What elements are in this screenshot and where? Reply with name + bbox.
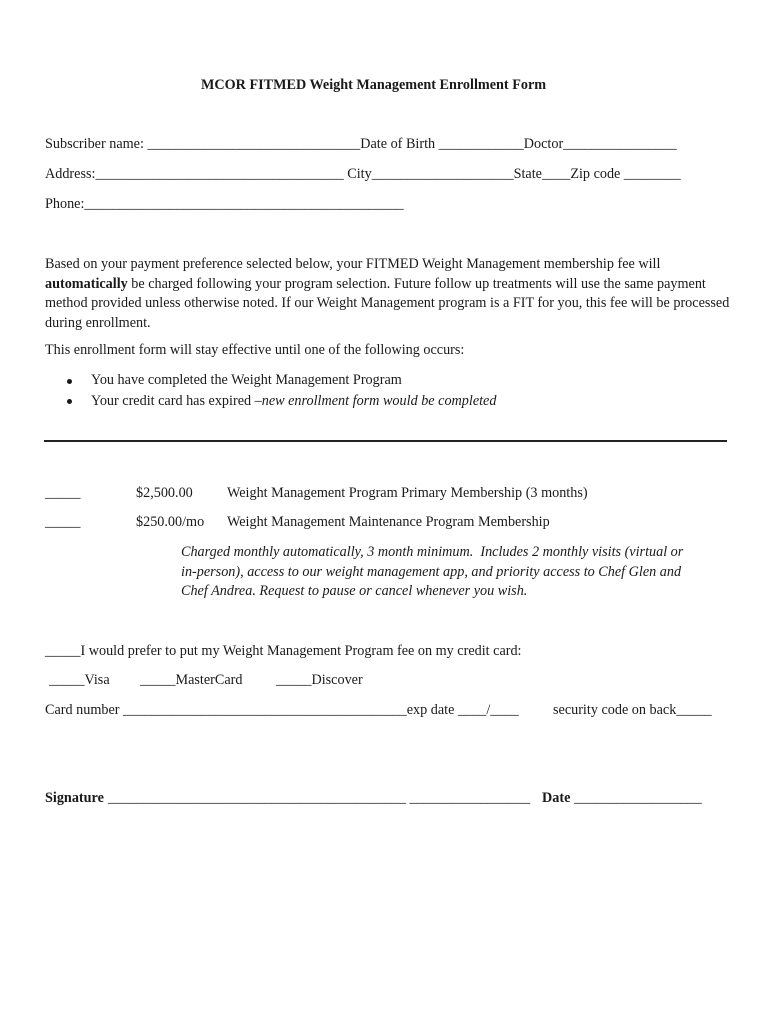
- security-code-field[interactable]: security code on back_____: [553, 702, 712, 718]
- section-divider: [44, 440, 727, 442]
- primary-membership-label: Weight Management Program Primary Membership (3 months): [227, 485, 588, 501]
- maintenance-note-line-2: in-person), access to our weight management app, and priority access to Chef Glen and: [181, 564, 682, 580]
- page-title: MCOR FITMED Weight Management Enrollment Form: [201, 77, 547, 93]
- credit-card-preference-checkbox[interactable]: _____I would prefer to put my Weight Management Program fee on my credit card:: [45, 643, 522, 659]
- phone-field[interactable]: Phone:_____________________________________________: [45, 196, 404, 212]
- discover-checkbox[interactable]: _____Discover: [276, 672, 363, 688]
- maintenance-note-line-3: Chef Andrea. Request to pause or cancel whenever you wish.: [181, 583, 528, 599]
- card-number-exp-date-fields[interactable]: Card number ________________________________________exp date ____/____: [45, 702, 519, 718]
- bullet-icon: [67, 379, 72, 384]
- maintenance-membership-checkbox[interactable]: _____: [45, 514, 81, 530]
- visa-checkbox[interactable]: _____Visa: [49, 672, 110, 688]
- signature-label: Signature: [45, 790, 104, 806]
- date-line[interactable]: __________________: [574, 790, 702, 806]
- date-label: Date: [542, 790, 571, 806]
- bullet-item-program-completed: You have completed the Weight Management Program: [91, 372, 402, 388]
- automatically-emphasis: automatically: [45, 275, 128, 292]
- signature-line[interactable]: __________________________________________ _________________: [108, 790, 531, 806]
- primary-membership-checkbox[interactable]: _____: [45, 485, 81, 501]
- subscriber-dob-doctor-fields[interactable]: Subscriber name: ______________________________Date of Birth ____________Doctor________________: [45, 136, 677, 152]
- maintenance-membership-price: $250.00/mo: [136, 514, 205, 530]
- maintenance-membership-label: Weight Management Maintenance Program Membership: [227, 514, 550, 530]
- bullet-item-card-expired: Your credit card has expired –new enrollment form would be completed: [91, 393, 497, 409]
- address-city-state-zip-fields[interactable]: Address:___________________________________ City____________________State____Zip code ________: [45, 166, 681, 182]
- bullet-icon: [67, 399, 72, 404]
- maintenance-note-line-1: Charged monthly automatically, 3 month minimum. Includes 2 monthly visits (virtual or: [181, 544, 684, 560]
- effective-statement: This enrollment form will stay effective until one of the following occurs:: [45, 342, 465, 358]
- mastercard-checkbox[interactable]: _____MasterCard: [140, 672, 243, 688]
- payment-intro-paragraph: Based on your payment preference selected below, your FITMED Weight Management membership fee will automatically be charged following your program selection. Future follow up treatments will use the same payment method provided unless otherwise noted. If our Weight Management program is a FIT for you, this fee will be processed during enrollment.: [45, 256, 730, 331]
- primary-membership-price: $2,500.00: [136, 485, 193, 501]
